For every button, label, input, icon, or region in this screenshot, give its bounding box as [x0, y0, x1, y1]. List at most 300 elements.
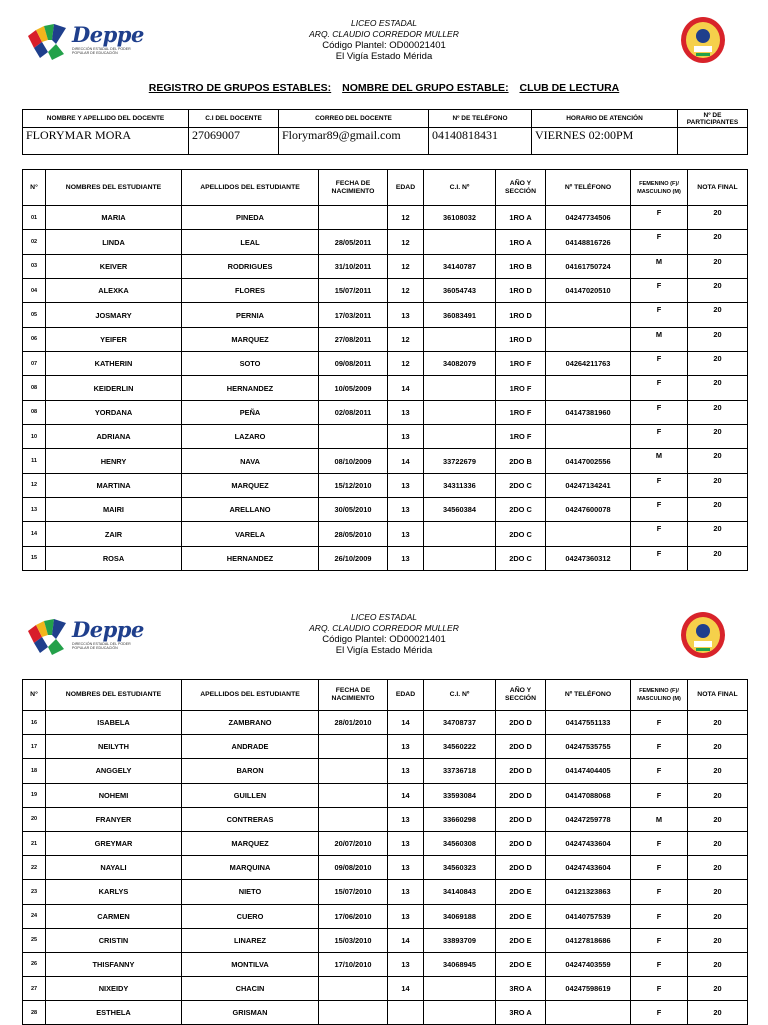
student-first-name: ESTHELA: [46, 1001, 182, 1025]
student-sex: M: [631, 449, 688, 473]
student-final-grade: 20: [688, 498, 748, 522]
student-sex: F: [631, 206, 688, 230]
student-ci: [424, 1001, 496, 1025]
student-sex: F: [631, 1001, 688, 1025]
student-age: 14: [388, 449, 424, 473]
student-sex: F: [631, 880, 688, 904]
student-year-section: 3RO A: [496, 977, 546, 1001]
table-row: [23, 473, 748, 497]
student-phone: [546, 376, 631, 400]
student-phone: 04247433604: [546, 831, 631, 855]
student-last-name: PEÑA: [182, 400, 319, 424]
student-phone: 04264211763: [546, 352, 631, 376]
student-number: 18: [23, 759, 46, 783]
student-last-name: VARELA: [182, 522, 319, 546]
student-number: 08: [23, 400, 46, 424]
participants-header: Nº DE PARTICIPANTES: [678, 110, 748, 128]
student-birth-date: 30/05/2010: [319, 498, 388, 522]
student-year-section: 2DO D: [496, 807, 546, 831]
table-row: [23, 206, 748, 230]
ci-header: C.I. Nº: [424, 170, 496, 206]
student-final-grade: 20: [688, 880, 748, 904]
student-number: 05: [23, 303, 46, 327]
student-phone: 04247535755: [546, 735, 631, 759]
teacher-schedule: VIERNES 02:00PM: [532, 128, 678, 155]
student-first-name: CARMEN: [46, 904, 182, 928]
student-phone: 04147088068: [546, 783, 631, 807]
school-code: Código Plantel: OD00021401: [322, 634, 446, 645]
student-final-grade: 20: [688, 376, 748, 400]
student-last-name: HERNANDEZ: [182, 546, 319, 570]
student-phone: [546, 303, 631, 327]
student-age: 12: [388, 206, 424, 230]
student-year-section: 2DO E: [496, 904, 546, 928]
student-age: 13: [388, 498, 424, 522]
student-sex: F: [631, 831, 688, 855]
group-name-label: NOMBRE DEL GRUPO ESTABLE:: [342, 82, 509, 94]
student-final-grade: 20: [688, 856, 748, 880]
student-age: 13: [388, 473, 424, 497]
student-first-name: CRISTIN: [46, 928, 182, 952]
student-last-name: RODRIGUES: [182, 254, 319, 278]
teacher-email-header: CORREO DEL DOCENTE: [279, 110, 429, 128]
student-birth-date: [319, 783, 388, 807]
sex-header: FEMENINO (F)/ MASCULINO (M): [631, 170, 688, 206]
student-final-grade: 20: [688, 254, 748, 278]
student-year-section: 2DO D: [496, 856, 546, 880]
student-number: 07: [23, 352, 46, 376]
table-row: [23, 831, 748, 855]
student-age: 13: [388, 425, 424, 449]
student-first-name: MAIRI: [46, 498, 182, 522]
student-sex: F: [631, 400, 688, 424]
student-phone: 04161750724: [546, 254, 631, 278]
final-grade-header: NOTA FINAL: [688, 680, 748, 711]
student-final-grade: 20: [688, 425, 748, 449]
student-year-section: 1RO D: [496, 327, 546, 351]
student-final-grade: 20: [688, 449, 748, 473]
student-age: 13: [388, 952, 424, 976]
student-ci: 33722679: [424, 449, 496, 473]
teacher-email: Florymar89@gmail.com: [279, 128, 429, 155]
student-ci: 33736718: [424, 759, 496, 783]
student-sex: F: [631, 473, 688, 497]
teacher-phone-header: Nº DE TELÉFONO: [429, 110, 532, 128]
student-first-name: NAYALI: [46, 856, 182, 880]
student-first-name: YORDANA: [46, 400, 182, 424]
student-year-section: 1RO A: [496, 230, 546, 254]
student-last-name: LINAREZ: [182, 928, 319, 952]
student-phone: [546, 327, 631, 351]
student-ci: 33593084: [424, 783, 496, 807]
student-last-name: CONTRERAS: [182, 807, 319, 831]
student-age: 13: [388, 546, 424, 570]
student-final-grade: 20: [688, 327, 748, 351]
age-header: EDAD: [388, 680, 424, 711]
student-first-name: ISABELA: [46, 711, 182, 735]
table-row: [23, 230, 748, 254]
student-first-name: FRANYER: [46, 807, 182, 831]
student-age: 12: [388, 352, 424, 376]
student-age: 13: [388, 522, 424, 546]
student-age: 12: [388, 279, 424, 303]
student-final-grade: 20: [688, 279, 748, 303]
table-row: [23, 303, 748, 327]
school-crest-icon: [680, 16, 726, 64]
student-sex: F: [631, 546, 688, 570]
student-final-grade: 20: [688, 831, 748, 855]
participants-count: [678, 128, 748, 155]
student-final-grade: 20: [688, 230, 748, 254]
first-name-header: NOMBRES DEL ESTUDIANTE: [46, 680, 182, 711]
student-ci: 34068945: [424, 952, 496, 976]
student-year-section: 2DO D: [496, 831, 546, 855]
student-birth-date: 09/08/2011: [319, 352, 388, 376]
student-sex: F: [631, 904, 688, 928]
student-age: 13: [388, 759, 424, 783]
last-name-header: APELLIDOS DEL ESTUDIANTE: [182, 170, 319, 206]
student-final-grade: 20: [688, 977, 748, 1001]
student-birth-date: 15/07/2010: [319, 880, 388, 904]
table-row: [23, 759, 748, 783]
student-first-name: NEILYTH: [46, 735, 182, 759]
student-birth-date: 17/10/2010: [319, 952, 388, 976]
student-sex: F: [631, 928, 688, 952]
student-age: 13: [388, 856, 424, 880]
student-final-grade: 20: [688, 473, 748, 497]
student-sex: M: [631, 807, 688, 831]
registry-title: [0, 82, 768, 94]
table-row: [23, 880, 748, 904]
student-number: 22: [23, 856, 46, 880]
student-year-section: 2DO E: [496, 880, 546, 904]
student-year-section: 2DO E: [496, 952, 546, 976]
student-sex: F: [631, 783, 688, 807]
student-phone: 04247360312: [546, 546, 631, 570]
student-last-name: SOTO: [182, 352, 319, 376]
student-birth-date: 20/07/2010: [319, 831, 388, 855]
student-phone: 04247403559: [546, 952, 631, 976]
student-birth-date: [319, 807, 388, 831]
student-birth-date: 31/10/2011: [319, 254, 388, 278]
student-number: 19: [23, 783, 46, 807]
table-row: [23, 498, 748, 522]
group-name-value: CLUB DE LECTURA: [519, 82, 620, 94]
table-row: [23, 807, 748, 831]
student-sex: F: [631, 856, 688, 880]
deppe-logo-subtitle: DIRECCIÓN ESTADAL DEL PODER POPULAR DE EDUCACIÓN: [72, 47, 131, 55]
student-last-name: MARQUEZ: [182, 473, 319, 497]
student-age: 13: [388, 400, 424, 424]
table-row: [23, 376, 748, 400]
student-ci: 34560222: [424, 735, 496, 759]
student-birth-date: 28/01/2010: [319, 711, 388, 735]
student-age: 14: [388, 376, 424, 400]
table-row: [23, 546, 748, 570]
student-phone: 04127818686: [546, 928, 631, 952]
student-phone: 04121323863: [546, 880, 631, 904]
student-number: 21: [23, 831, 46, 855]
teacher-phone: 04140818431: [429, 128, 532, 155]
student-ci: 36054743: [424, 279, 496, 303]
first-name-header: NOMBRES DEL ESTUDIANTE: [46, 170, 182, 206]
student-last-name: PERNIA: [182, 303, 319, 327]
student-year-section: 2DO D: [496, 783, 546, 807]
student-phone: 04148816726: [546, 230, 631, 254]
deppe-logo-text: Deppe: [72, 617, 144, 642]
student-table-page2: [22, 679, 748, 1025]
student-first-name: NOHEMI: [46, 783, 182, 807]
student-last-name: LAZARO: [182, 425, 319, 449]
student-first-name: KARLYS: [46, 880, 182, 904]
student-final-grade: 20: [688, 303, 748, 327]
school-name: ARQ. CLAUDIO CORREDOR MULLER: [309, 29, 459, 39]
last-name-header: APELLIDOS DEL ESTUDIANTE: [182, 680, 319, 711]
student-birth-date: 15/03/2010: [319, 928, 388, 952]
school-crest-2: [680, 611, 726, 659]
teacher-table: [22, 109, 748, 155]
sex-header: FEMENINO (F)/ MASCULINO (M): [631, 680, 688, 711]
student-age: 13: [388, 880, 424, 904]
student-first-name: MARTINA: [46, 473, 182, 497]
student-birth-date: 10/05/2009: [319, 376, 388, 400]
teacher-schedule-header: HORARIO DE ATENCIÓN: [532, 110, 678, 128]
student-year-section: 2DO D: [496, 735, 546, 759]
student-number: 13: [23, 498, 46, 522]
student-last-name: FLORES: [182, 279, 319, 303]
student-number: 26: [23, 952, 46, 976]
student-sex: F: [631, 952, 688, 976]
student-birth-date: [319, 977, 388, 1001]
student-ci: 36083491: [424, 303, 496, 327]
student-year-section: 2DO C: [496, 522, 546, 546]
teacher-name-header: NOMBRE Y APELLIDO DEL DOCENTE: [23, 110, 189, 128]
student-first-name: ANGGELY: [46, 759, 182, 783]
student-year-section: 1RO A: [496, 206, 546, 230]
table-row: [23, 856, 748, 880]
student-last-name: CUERO: [182, 904, 319, 928]
table-row: [23, 904, 748, 928]
registry-label: REGISTRO DE GRUPOS ESTABLES:: [148, 82, 332, 94]
student-year-section: 1RO B: [496, 254, 546, 278]
student-sex: F: [631, 230, 688, 254]
student-first-name: ZAIR: [46, 522, 182, 546]
student-final-grade: 20: [688, 546, 748, 570]
student-ci: 34082079: [424, 352, 496, 376]
student-birth-date: 28/05/2010: [319, 522, 388, 546]
student-final-grade: 20: [688, 352, 748, 376]
student-birth-date: [319, 759, 388, 783]
student-first-name: KEIVER: [46, 254, 182, 278]
student-final-grade: 20: [688, 952, 748, 976]
student-year-section: 1RO D: [496, 303, 546, 327]
student-number: 17: [23, 735, 46, 759]
table-row: [23, 352, 748, 376]
student-phone: 04247433604: [546, 856, 631, 880]
student-ci: 34708737: [424, 711, 496, 735]
student-birth-date: [319, 425, 388, 449]
student-age: 14: [388, 783, 424, 807]
student-phone: [546, 522, 631, 546]
student-last-name: ANDRADE: [182, 735, 319, 759]
student-last-name: BARON: [182, 759, 319, 783]
school-crest-icon: [680, 611, 726, 659]
student-age: [388, 1001, 424, 1025]
table-row: [23, 928, 748, 952]
student-year-section: 3RO A: [496, 1001, 546, 1025]
student-sex: F: [631, 977, 688, 1001]
student-ci: [424, 977, 496, 1001]
student-last-name: GRISMAN: [182, 1001, 319, 1025]
student-ci: 34069188: [424, 904, 496, 928]
student-number: 16: [23, 711, 46, 735]
student-last-name: MARQUEZ: [182, 831, 319, 855]
student-phone: [546, 1001, 631, 1025]
table-row: [23, 425, 748, 449]
student-ci: 34560323: [424, 856, 496, 880]
student-number: 28: [23, 1001, 46, 1025]
number-header: N°: [23, 170, 46, 206]
student-first-name: KEIDERLIN: [46, 376, 182, 400]
student-phone: 04247598619: [546, 977, 631, 1001]
school-type: LICEO ESTADAL: [351, 18, 417, 28]
student-sex: F: [631, 303, 688, 327]
student-final-grade: 20: [688, 904, 748, 928]
teacher-table-header: [23, 110, 748, 128]
phone-header: Nº TELÉFONO: [546, 680, 631, 711]
school-name: ARQ. CLAUDIO CORREDOR MULLER: [309, 623, 459, 633]
student-year-section: 2DO C: [496, 498, 546, 522]
student-number: 12: [23, 473, 46, 497]
student-sex: F: [631, 498, 688, 522]
student-sex: M: [631, 254, 688, 278]
student-age: 12: [388, 254, 424, 278]
student-age: 14: [388, 711, 424, 735]
table-row: [23, 735, 748, 759]
school-info: [0, 18, 768, 62]
student-phone: 04140757539: [546, 904, 631, 928]
student-ci: [424, 230, 496, 254]
student-number: 01: [23, 206, 46, 230]
student-phone: 04147404405: [546, 759, 631, 783]
student-birth-date: 15/12/2010: [319, 473, 388, 497]
table-row: [23, 254, 748, 278]
student-number: 06: [23, 327, 46, 351]
student-first-name: JOSMARY: [46, 303, 182, 327]
student-age: 13: [388, 735, 424, 759]
student-last-name: CHACIN: [182, 977, 319, 1001]
student-sex: F: [631, 425, 688, 449]
student-first-name: ADRIANA: [46, 425, 182, 449]
student-ci: 34560308: [424, 831, 496, 855]
student-first-name: THISFANNY: [46, 952, 182, 976]
student-table-page1: [22, 169, 748, 571]
student-sex: M: [631, 327, 688, 351]
student-final-grade: 20: [688, 400, 748, 424]
student-ci: [424, 376, 496, 400]
student-final-grade: 20: [688, 206, 748, 230]
student-phone: [546, 425, 631, 449]
student-birth-date: [319, 735, 388, 759]
student-age: 14: [388, 928, 424, 952]
student-year-section: 1RO F: [496, 425, 546, 449]
student-number: 02: [23, 230, 46, 254]
student-sex: F: [631, 352, 688, 376]
student-phone: 04247134241: [546, 473, 631, 497]
student-ci: [424, 400, 496, 424]
student-final-grade: 20: [688, 783, 748, 807]
birth-date-header: FECHA DE NACIMIENTO: [319, 680, 388, 711]
student-first-name: ALEXKA: [46, 279, 182, 303]
student-last-name: LEAL: [182, 230, 319, 254]
student-number: 24: [23, 904, 46, 928]
student-table-header: [23, 170, 748, 206]
student-last-name: NIETO: [182, 880, 319, 904]
student-number: 10: [23, 425, 46, 449]
student-ci: 33893709: [424, 928, 496, 952]
table-row: [23, 449, 748, 473]
student-first-name: MARIA: [46, 206, 182, 230]
student-age: 13: [388, 303, 424, 327]
school-crest: [680, 16, 726, 64]
student-first-name: NIXEIDY: [46, 977, 182, 1001]
student-last-name: ARELLANO: [182, 498, 319, 522]
student-year-section: 2DO E: [496, 928, 546, 952]
school-location: El Vigía Estado Mérida: [335, 645, 433, 656]
student-birth-date: 15/07/2011: [319, 279, 388, 303]
student-first-name: YEIFER: [46, 327, 182, 351]
student-birth-date: 17/06/2010: [319, 904, 388, 928]
teacher-ci: 27069007: [189, 128, 279, 155]
student-ci: 36108032: [424, 206, 496, 230]
student-number: 23: [23, 880, 46, 904]
student-number: 08: [23, 376, 46, 400]
student-last-name: GUILLEN: [182, 783, 319, 807]
student-phone: 04247259778: [546, 807, 631, 831]
student-phone: 04247734506: [546, 206, 631, 230]
student-birth-date: 09/08/2010: [319, 856, 388, 880]
deppe-logo-text: Deppe: [72, 22, 144, 47]
birth-date-header: FECHA DE NACIMIENTO: [319, 170, 388, 206]
student-sex: F: [631, 522, 688, 546]
table-row: [23, 783, 748, 807]
deppe-logo-subtitle: DIRECCIÓN ESTADAL DEL PODER POPULAR DE EDUCACIÓN: [72, 642, 131, 650]
student-age: 12: [388, 230, 424, 254]
student-last-name: HERNANDEZ: [182, 376, 319, 400]
student-phone: 04247600078: [546, 498, 631, 522]
student-phone: 04147381960: [546, 400, 631, 424]
student-age: 13: [388, 831, 424, 855]
student-number: 14: [23, 522, 46, 546]
student-last-name: MARQUEZ: [182, 327, 319, 351]
number-header: N°: [23, 680, 46, 711]
student-phone: 04147020510: [546, 279, 631, 303]
year-section-header: AÑO Y SECCIÓN: [496, 680, 546, 711]
student-first-name: LINDA: [46, 230, 182, 254]
table-row: [23, 522, 748, 546]
student-birth-date: 02/08/2011: [319, 400, 388, 424]
student-birth-date: 17/03/2011: [319, 303, 388, 327]
table-row: [23, 279, 748, 303]
table-row: [23, 711, 748, 735]
student-birth-date: 28/05/2011: [319, 230, 388, 254]
student-number: 15: [23, 546, 46, 570]
table-row: [23, 1001, 748, 1025]
student-birth-date: [319, 206, 388, 230]
student-sex: F: [631, 711, 688, 735]
student-last-name: PINEDA: [182, 206, 319, 230]
school-code: Código Plantel: OD00021401: [322, 40, 446, 51]
